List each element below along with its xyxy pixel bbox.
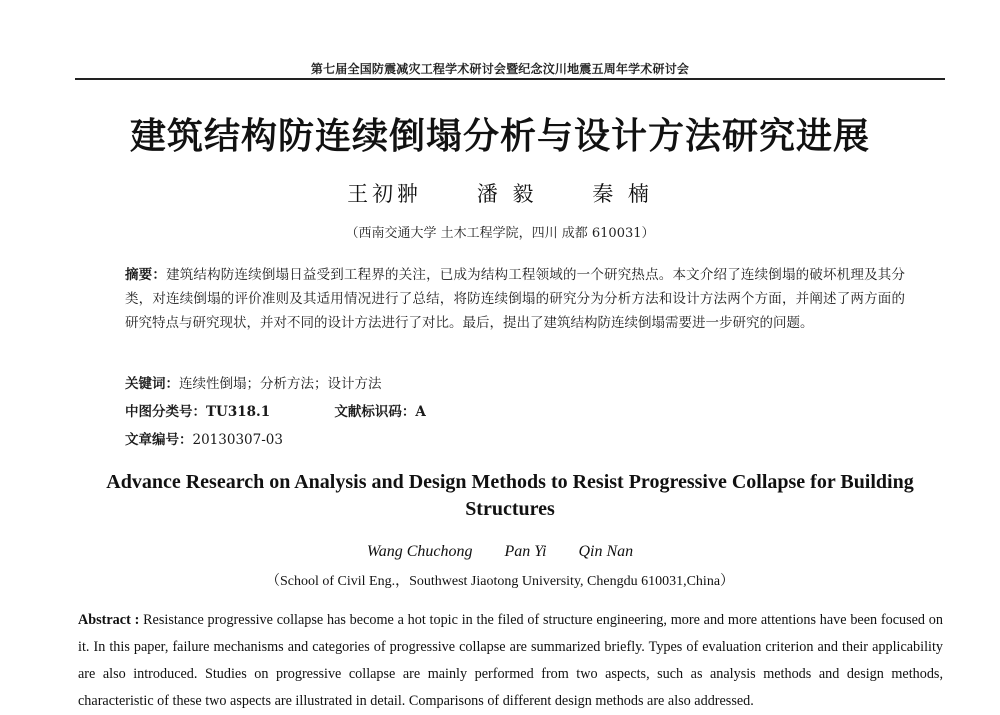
article-number [125,428,283,448]
clc-value: TU318.1 [206,404,271,420]
clc-label: 中图分类号： [125,404,206,420]
page-title-en: Advance Research on Analysis and Design Methods to Resist Progressive Collapse for Building Structures [106,471,914,520]
keywords-cn-label: 关键词： [125,376,179,392]
author-cn: 潘 毅 [476,182,538,206]
author-en: Qin Nan [578,543,634,560]
abstract-cn-label: 摘要： [125,267,167,283]
doc-code-label: 文献标识码： [334,404,416,420]
abstract-en [78,607,943,715]
abstract-cn-text: 建筑结构防连续倒塌日益受到工程界的关注，已成为结构工程领域的一个研究热点。本文介绍了连续倒塌的破坏机理及其分类，对连续倒塌的评价准则及其适用情况进行了总结，将防连续倒塌的研究分为分析方法和设计方法两个方面，并阐述了两方面的研究特点与研究现状，并对不同的设计方法进行了对比。最后，提出了建筑结构防连续倒塌需要进一步研究的问题。 [125,267,905,331]
classification-line [125,400,426,420]
authors-en [0,543,1000,561]
keywords-cn-text: 连续性倒塌；分析方法；设计方法 [179,376,382,392]
abstract-en-label: Abstract : [78,612,140,628]
article-number-label: 文章编号： [125,432,193,448]
header-rule [75,78,945,80]
abstract-en-text: Resistance progressive collapse has become a hot topic in the filed of structure engineering, more and more attentions have been focused on it. In this paper, failure mechanisms and categories of progressive collapse are summarized briefly. Types of evaluation criterion and their applicability are also introduced. Studies on progressive collapse are mainly performed from two aspects, such as analysis methods and design methods, characteristic of these two aspects are illustrated in detail. Comparisons of different design methods are also addressed. [78,612,943,709]
author-cn: 王初翀 [347,182,423,206]
doc-code [334,404,425,420]
affiliation-cn: （西南交通大学 土木工程学院，四川 成都 610031） [345,226,655,241]
doc-code-value: A [415,404,426,420]
abstract-cn [125,263,905,335]
author-en: Pan Yi [504,543,547,560]
keywords-cn [125,372,382,392]
article-number-value: 20130307-03 [192,432,283,448]
author-en: Wang Chuchong [366,543,473,560]
author-cn: 秦 楠 [592,182,653,206]
conference-header: 第七届全国防震减灾工程学术研讨会暨纪念汶川地震五周年学术研讨会 [310,62,690,76]
page-title-cn: 建筑结构防连续倒塌分析与设计方法研究进展 [129,116,870,157]
affiliation-en: （School of Civil Eng.，Southwest Jiaotong University, Chengdu 610031,China） [265,574,735,589]
authors-cn [0,178,1000,208]
